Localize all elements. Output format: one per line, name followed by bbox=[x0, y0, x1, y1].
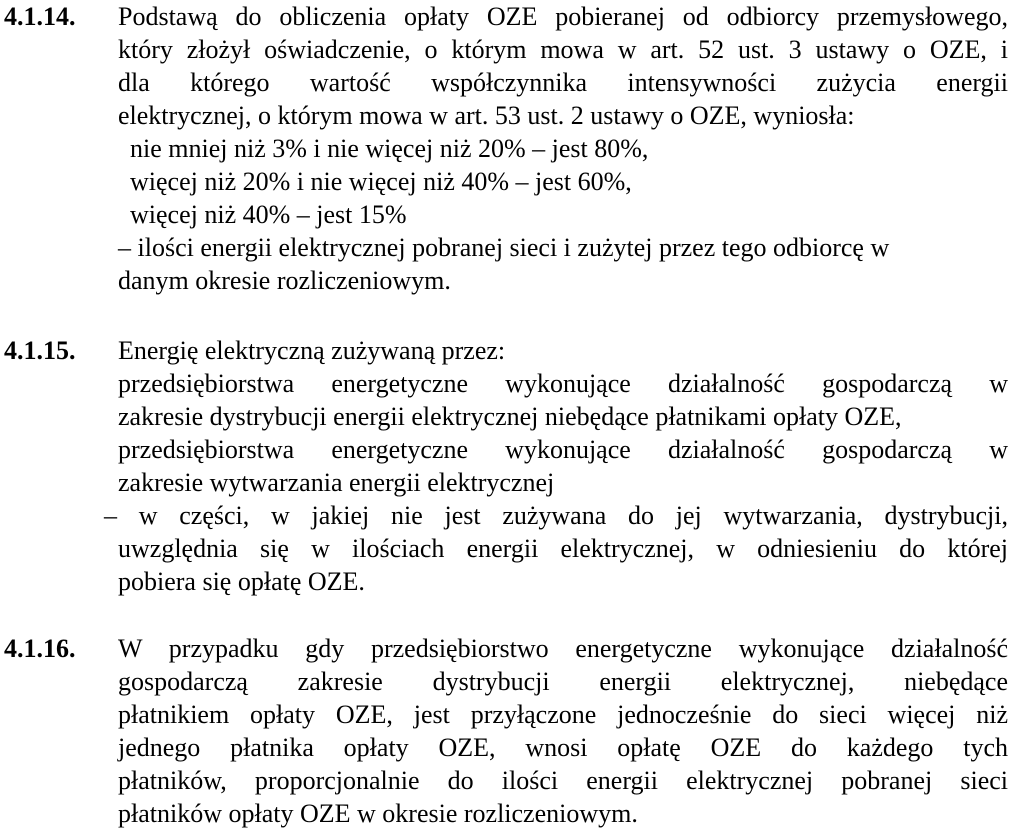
paragraph-line: płatników, proporcjonalnie do ilości energii elektrycznej pobranej sieci bbox=[118, 766, 1008, 795]
paragraph-line: W przypadku gdy przedsiębiorstwo energetyczne wykonujące działalność bbox=[118, 634, 1008, 663]
paragraph-line: Energię elektryczną zużywaną przez: bbox=[118, 336, 506, 365]
paragraph-line: – w części, w jakiej nie jest zużywana do jej wytwarzania, dystrybucji, bbox=[104, 501, 1008, 530]
list-item: przedsiębiorstwa energetyczne wykonujące działalność gospodarczą w bbox=[118, 435, 1008, 464]
section-number: 4.1.15. bbox=[4, 336, 76, 365]
paragraph-line: jednego płatnika opłaty OZE, wnosi opłatę OZE do każdego tych bbox=[118, 733, 1008, 762]
paragraph-line: gospodarczą zakresie dystrybucji energii elektrycznej, niebędące bbox=[118, 667, 1008, 696]
paragraph-line: danym okresie rozliczeniowym. bbox=[118, 266, 451, 295]
paragraph-line: pobiera się opłatę OZE. bbox=[118, 567, 365, 596]
list-item: więcej niż 20% i nie więcej niż 40% – jest 60%, bbox=[130, 167, 632, 196]
paragraph-line: płatników opłaty OZE w okresie rozliczeniowym. bbox=[118, 799, 638, 828]
section-number: 4.1.16. bbox=[4, 634, 76, 663]
list-item: zakresie wytwarzania energii elektrycznej bbox=[118, 468, 555, 497]
list-item: nie mniej niż 3% i nie więcej niż 20% – jest 80%, bbox=[130, 134, 649, 163]
list-item: więcej niż 40% – jest 15% bbox=[130, 200, 407, 229]
paragraph-line: elektrycznej, o którym mowa w art. 53 ust. 2 ustawy o OZE, wyniosła: bbox=[118, 101, 855, 130]
paragraph-line: – ilości energii elektrycznej pobranej sieci i zużytej przez tego odbiorcę w bbox=[118, 233, 890, 262]
paragraph-line: dla którego wartość współczynnika intensywności zużycia energii bbox=[118, 68, 1008, 97]
list-item: zakresie dystrybucji energii elektrycznej niebędące płatnikami opłaty OZE, bbox=[118, 402, 902, 431]
section-number: 4.1.14. bbox=[4, 2, 76, 31]
paragraph-line: płatnikiem opłaty OZE, jest przyłączone jednocześnie do sieci więcej niż bbox=[118, 700, 1008, 729]
paragraph-line: uwzględnia się w ilościach energii elektrycznej, w odniesieniu do której bbox=[118, 534, 1008, 563]
paragraph-line: który złożył oświadczenie, o którym mowa w art. 52 ust. 3 ustawy o OZE, i bbox=[118, 35, 1008, 64]
paragraph-line: Podstawą do obliczenia opłaty OZE pobieranej od odbiorcy przemysłowego, bbox=[118, 2, 1008, 31]
list-item: przedsiębiorstwa energetyczne wykonujące działalność gospodarczą w bbox=[118, 369, 1008, 398]
